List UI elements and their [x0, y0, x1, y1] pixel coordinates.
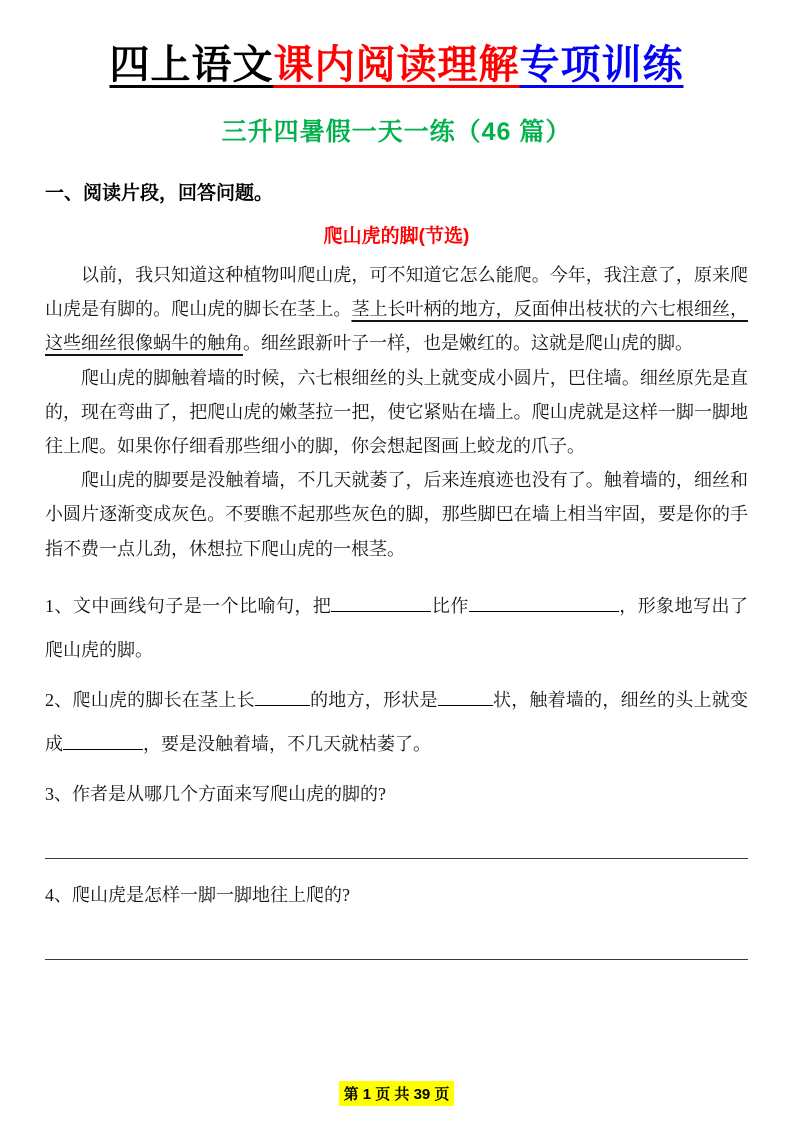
question-2-blank-3[interactable]: [63, 733, 143, 750]
reading-passage: [45, 258, 748, 566]
question-2-text-3: 状，触着墙的，细丝的头上就变成: [45, 689, 749, 754]
question-4-answer-line[interactable]: [45, 959, 748, 960]
title-part-red: 课内阅读理解: [273, 43, 520, 87]
question-1: [45, 584, 748, 672]
passage-title: 爬山虎的脚(节选): [323, 226, 470, 247]
question-1-text-2: 比作: [431, 595, 469, 616]
question-1-blank-2[interactable]: [469, 595, 619, 612]
page-title: [45, 40, 748, 90]
question-2-text-4: ，要是没触着墙，不几天就枯萎了。: [143, 733, 431, 754]
question-3-answer-line[interactable]: [45, 858, 748, 859]
question-2-text-2: 的地方，形状是: [309, 689, 438, 710]
paragraph-1-text-end: 。细丝跟新叶子一样，也是嫩红的。这就是爬山虎的脚。: [243, 333, 693, 354]
question-1-text-3: ，形象地写出了爬山虎的脚。: [45, 595, 749, 660]
question-list: [45, 578, 748, 975]
page-subtitle: 三升四暑假一天一练（46 篇）: [221, 118, 572, 146]
question-3: 3、作者是从哪几个方面来写爬山虎的脚的?: [45, 784, 386, 805]
title-part-blue: 专项训练: [519, 43, 684, 87]
page-footer: [45, 1073, 748, 1106]
passage-paragraph-3: 爬山虎的脚要是没触着墙，不几天就萎了，后来连痕迹也没有了。触着墙的，细丝和小圆片逐渐变成灰色。不要瞧不起那些灰色的脚，那些脚巴在墙上相当牢固，要是你的手指不费一点儿劲，休想拉下爬山虎的一根茎。: [45, 470, 748, 559]
paragraph-1-underlined-sentence: 茎上长叶柄的地方，反面伸出枝状的六七根细丝，这些细丝很像蜗牛的触角: [45, 299, 749, 354]
page-number-badge: 第 1 页 共 39 页: [339, 1081, 455, 1106]
passage-paragraph-1: [45, 258, 748, 361]
question-2-blank-1[interactable]: [255, 689, 310, 706]
passage-paragraph-2: 爬山虎的脚触着墙的时候，六七根细丝的头上就变成小圆片，巴住墙。细丝原先是直的，现在弯曲了，把爬山虎的嫩茎拉一把，使它紧贴在墙上。爬山虎就是这样一脚一脚地往上爬。如果你仔细看那些细小的脚，你会想起图画上蛟龙的爪子。: [45, 367, 748, 456]
paragraph-1-text: 以前，我只知道这种植物叫爬山虎，可不知道它怎么能爬。今年，我注意了，原来爬山虎是有脚的。爬山虎的脚长在茎上。: [45, 265, 748, 320]
section-heading: 一、阅读片段，回答问题。: [45, 183, 274, 204]
question-2-text: 2、爬山虎的脚长在茎上长: [45, 689, 255, 710]
question-2-blank-2[interactable]: [438, 689, 493, 706]
title-part-black: 四上语文: [109, 43, 274, 87]
question-4: 4、爬山虎是怎样一脚一脚地往上爬的?: [45, 885, 350, 906]
question-1-text: 1、文中画线句子是一个比喻句，把: [45, 595, 332, 616]
question-2: [45, 678, 748, 766]
question-1-blank-1[interactable]: [331, 595, 431, 612]
